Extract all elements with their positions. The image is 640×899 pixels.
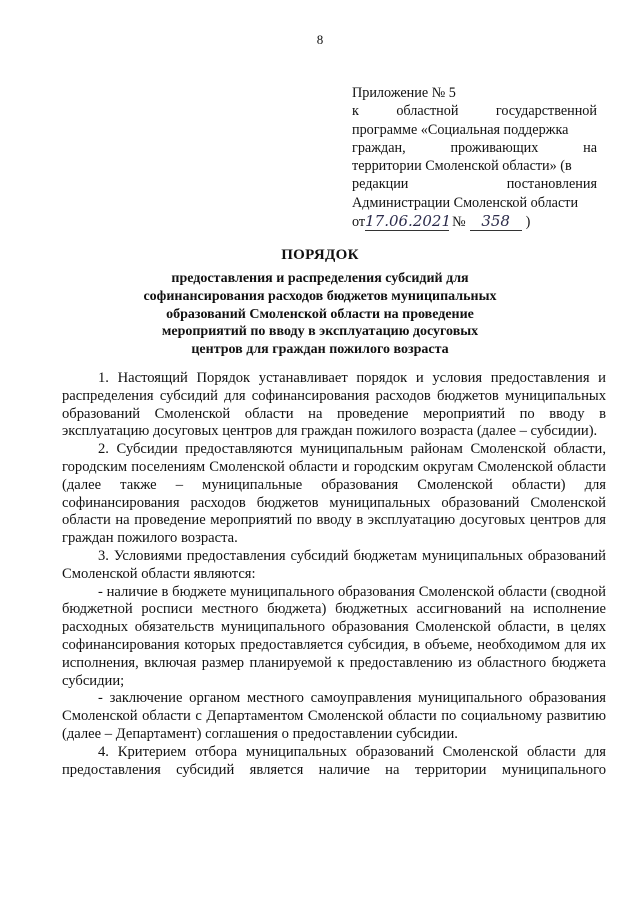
appendix-date-line: от 17.06.2021 № 358 ) [352,212,531,231]
appendix-line-2: к областной государственной [352,103,597,120]
subtitle-line: софинансирования расходов бюджетов муниципальных [143,288,497,304]
subtitle-line: предоставления и распределения субсидий для [171,271,469,286]
paragraph-3: 3. Условиями предоставления субсидий бюджетам муниципальных образований Смоленской области являются: [62,547,606,582]
paragraph-condition-1: - наличие в бюджете муниципального образования Смоленской области (сводной бюджетной росписи местного бюджета) бюджетных ассигнований на исполнение расходных обязательств муниципального образования Смоленской области, в целях софинансирования которых предоставляется субсидия, в объеме, необходимом для их исполнения, включая размер планируемой к предоставлению из областного бюджета субсидии; [62,583,606,689]
subtitle-line: мероприятий по вводу в эксплуатацию досуговых [161,324,479,340]
appendix-line-5: территории Смоленской области» (в [352,158,572,175]
appendix-line-3: программе «Социальная поддержка [352,121,569,138]
appendix-line-7: Администрации Смоленской области [352,194,579,211]
subtitle-line: центров для граждан пожилого возраста [191,342,449,358]
subtitle-line: образований Смоленской области на проведение [166,306,474,322]
document-title-block [0,247,640,359]
paragraph-4: 4. Критерием отбора муниципальных образований Смоленской области для предоставления субсидий является наличие на территории муниципального [62,743,606,778]
paragraph-2: 2. Субсидии предоставляются муниципальным районам Смоленской области, городским поселениям Смоленской области и городским округам Смоленской области (далее также – муниципальные образования Смоленской области) для софинансирования расходов бюджетов муниципальных образований Смоленской области на проведение мероприятий по вводу в эксплуатацию досуговых центров для граждан пожилого возраста. [62,441,606,547]
document-body [62,370,606,779]
appendix-line-1: Приложение № 5 [352,85,456,101]
document-title: ПОРЯДОК [281,247,359,263]
appendix-header [352,84,597,231]
handwritten-date: 17.06.2021 [365,212,451,231]
paragraph-condition-2: - заключение органом местного самоуправления муниципального образования Смоленской области с Департаментом Смоленской области по социальному развитию (далее – Департамент) соглашения о предоставлении субсидии. [62,690,606,742]
appendix-line-4: граждан, проживающих на [352,139,597,156]
appendix-line-6: редакции постановления [352,176,597,193]
page-number: 8 [316,32,324,47]
paragraph-1: 1. Настоящий Порядок устанавливает порядок и условия предоставления и распределения субсидий для софинансирования расходов бюджетов муниципальных образований Смоленской области на проведение мероприятий по вводу в эксплуатацию досуговых центров для граждан пожилого возраста (далее – субсидии). [62,370,606,440]
handwritten-number: 358 [470,212,522,231]
